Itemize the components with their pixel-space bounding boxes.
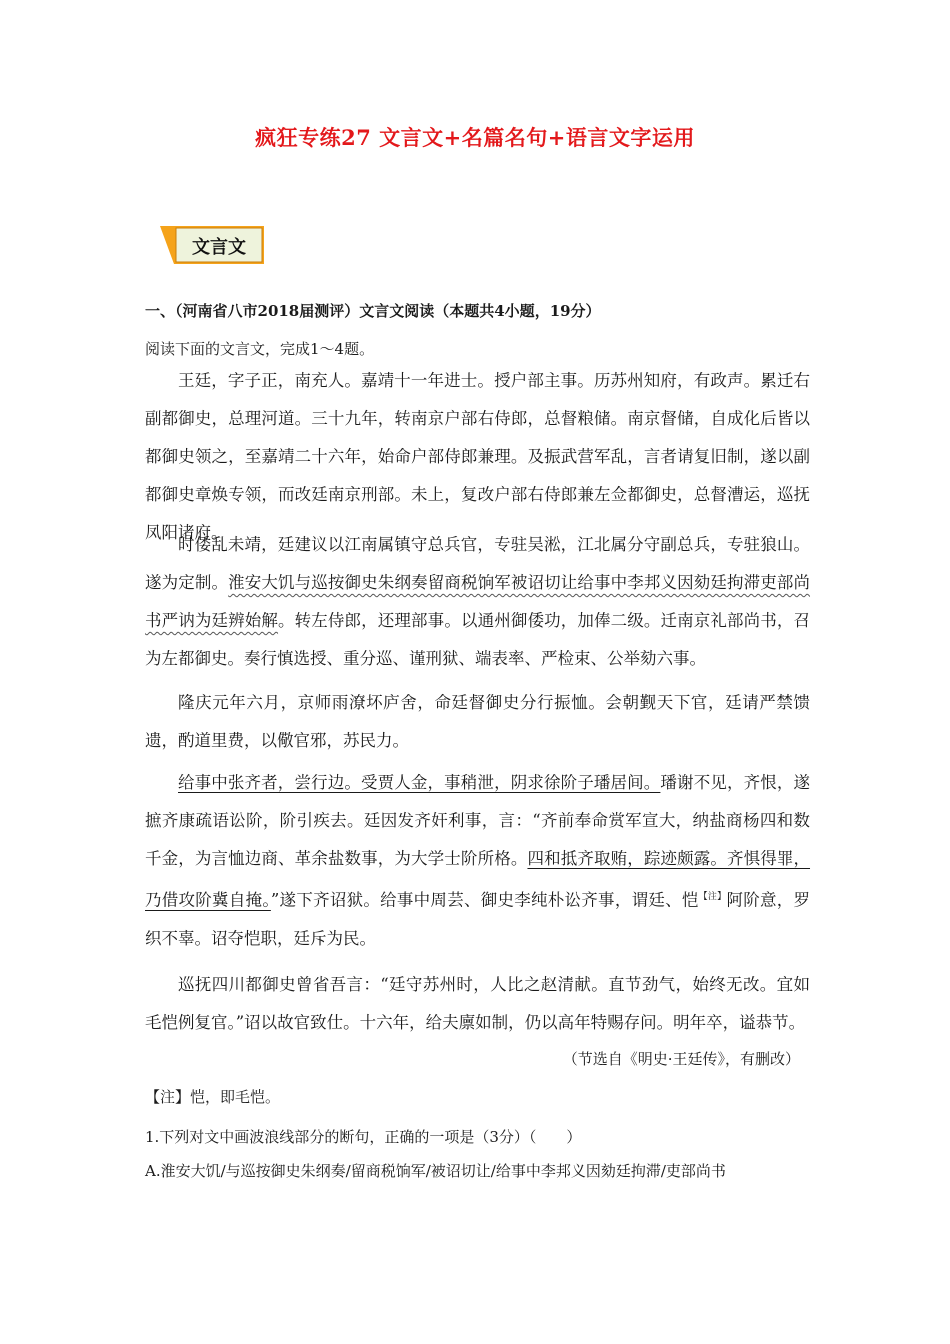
- section-badge: [160, 224, 268, 266]
- source-citation: （节选自《明史·王廷传》，有删改）: [562, 1050, 800, 1068]
- paragraph-4-text-a: 璠谢不见，齐恨，遂摭齐康疏语讼阶，阶引疾去。廷因发齐奸利事，言：“齐前奉命赏军宣大，纳盐商杨四和数千金，为言恤边商、革余盐数事，为大学士阶所格。: [145, 773, 811, 868]
- paragraph-1: [145, 362, 810, 552]
- option-a: A.淮安大饥/与巡按御史朱纲奏/留商税饷军/被诏切让/给事中李邦义因劾廷拘滞/吏部尚书: [145, 1162, 726, 1180]
- paragraph-5-text: 巡抚四川都御史曾省吾言：“廷守苏州时，人比之赵清献。直节劲气，始终无改。宜如毛恺例复官。”诏以故官致仕。十六年，给夫廪如制，仍以高年特赐存问。明年卒，谥恭节。: [145, 975, 810, 1032]
- paragraph-3-text: 隆庆元年六月，京师雨潦坏庐舍，命廷督御史分行振恤。会朝觐天下官，廷请严禁馈遗，酌道里费，以儆官邪，苏民力。: [145, 693, 810, 750]
- paragraph-2: [145, 526, 810, 678]
- instruction: 阅读下面的文言文，完成1～4题。: [145, 340, 375, 358]
- underlined-sentence-1: 给事中张齐者，尝行边。受贾人金，事稍泄，阴求徐阶子璠居间。: [178, 773, 661, 792]
- question-heading: 一、（河南省八市2018届测评）文言文阅读（本题共4小题，19分）: [145, 302, 601, 320]
- paragraph-4-text-c: 阿阶意，罗织不辜。诏夺恺职，廷斥为民。: [145, 890, 811, 948]
- note-marker: 【注】: [698, 892, 727, 902]
- paragraph-4: [145, 764, 810, 958]
- section-badge-label: 文言文: [192, 237, 246, 258]
- paragraph-4-text-b: ”遂下齐诏狱。给事中周芸、御史李纯朴讼齐事，谓廷、恺: [270, 890, 699, 910]
- wavy-underlined-passage: 淮安大饥与巡按御史朱纲奏留商税饷军被诏切让给事中李邦义因劾廷拘滞吏部尚书严讷为廷辨始解: [145, 573, 811, 630]
- paragraph-5: [145, 966, 810, 1042]
- question-1: 1.下列对文中画波浪线部分的断句，正确的一项是（3分）（ ）: [145, 1128, 582, 1146]
- paragraph-2-text-b: 。转左侍郎，还理部事。以通州御倭功，加俸二级。迁南京礼部尚书，召为左都御史。奏行慎选授、重分巡、谨刑狱、端表率、严检束、公举劾六事。: [145, 611, 811, 668]
- paragraph-1-text: 王廷，字子正，南充人。嘉靖十一年进士。授户部主事。历苏州知府，有政声。累迁右副都御史，总理河道。三十九年，转南京户部右侍郎，总督粮储。南京督储，自成化后皆以都御史领之，至嘉靖二十六年，始命户部侍郎兼理。及振武营军乱，言者请复旧制，遂以副都御史章焕专领，而改廷南京刑部。未上，复改户部右侍郎兼左佥都御史，总督漕运，巡抚凤阳诸府。: [145, 371, 810, 542]
- footnote: 【注】恺，即毛恺。: [145, 1088, 281, 1106]
- underlined-sentence-2: 四和抵齐取贿，踪迹颇露。齐惧得罪，乃借攻阶冀自掩。: [145, 849, 811, 910]
- page-title: 疯狂专练27 文言文+名篇名句+语言文字运用: [255, 125, 695, 150]
- paragraph-2-text-a: 时倭乱未靖，廷建议以江南属镇守总兵官，专驻吴淞，江北属分守副总兵，专驻狼山。遂为定制。: [145, 535, 810, 592]
- paragraph-3: [145, 684, 810, 760]
